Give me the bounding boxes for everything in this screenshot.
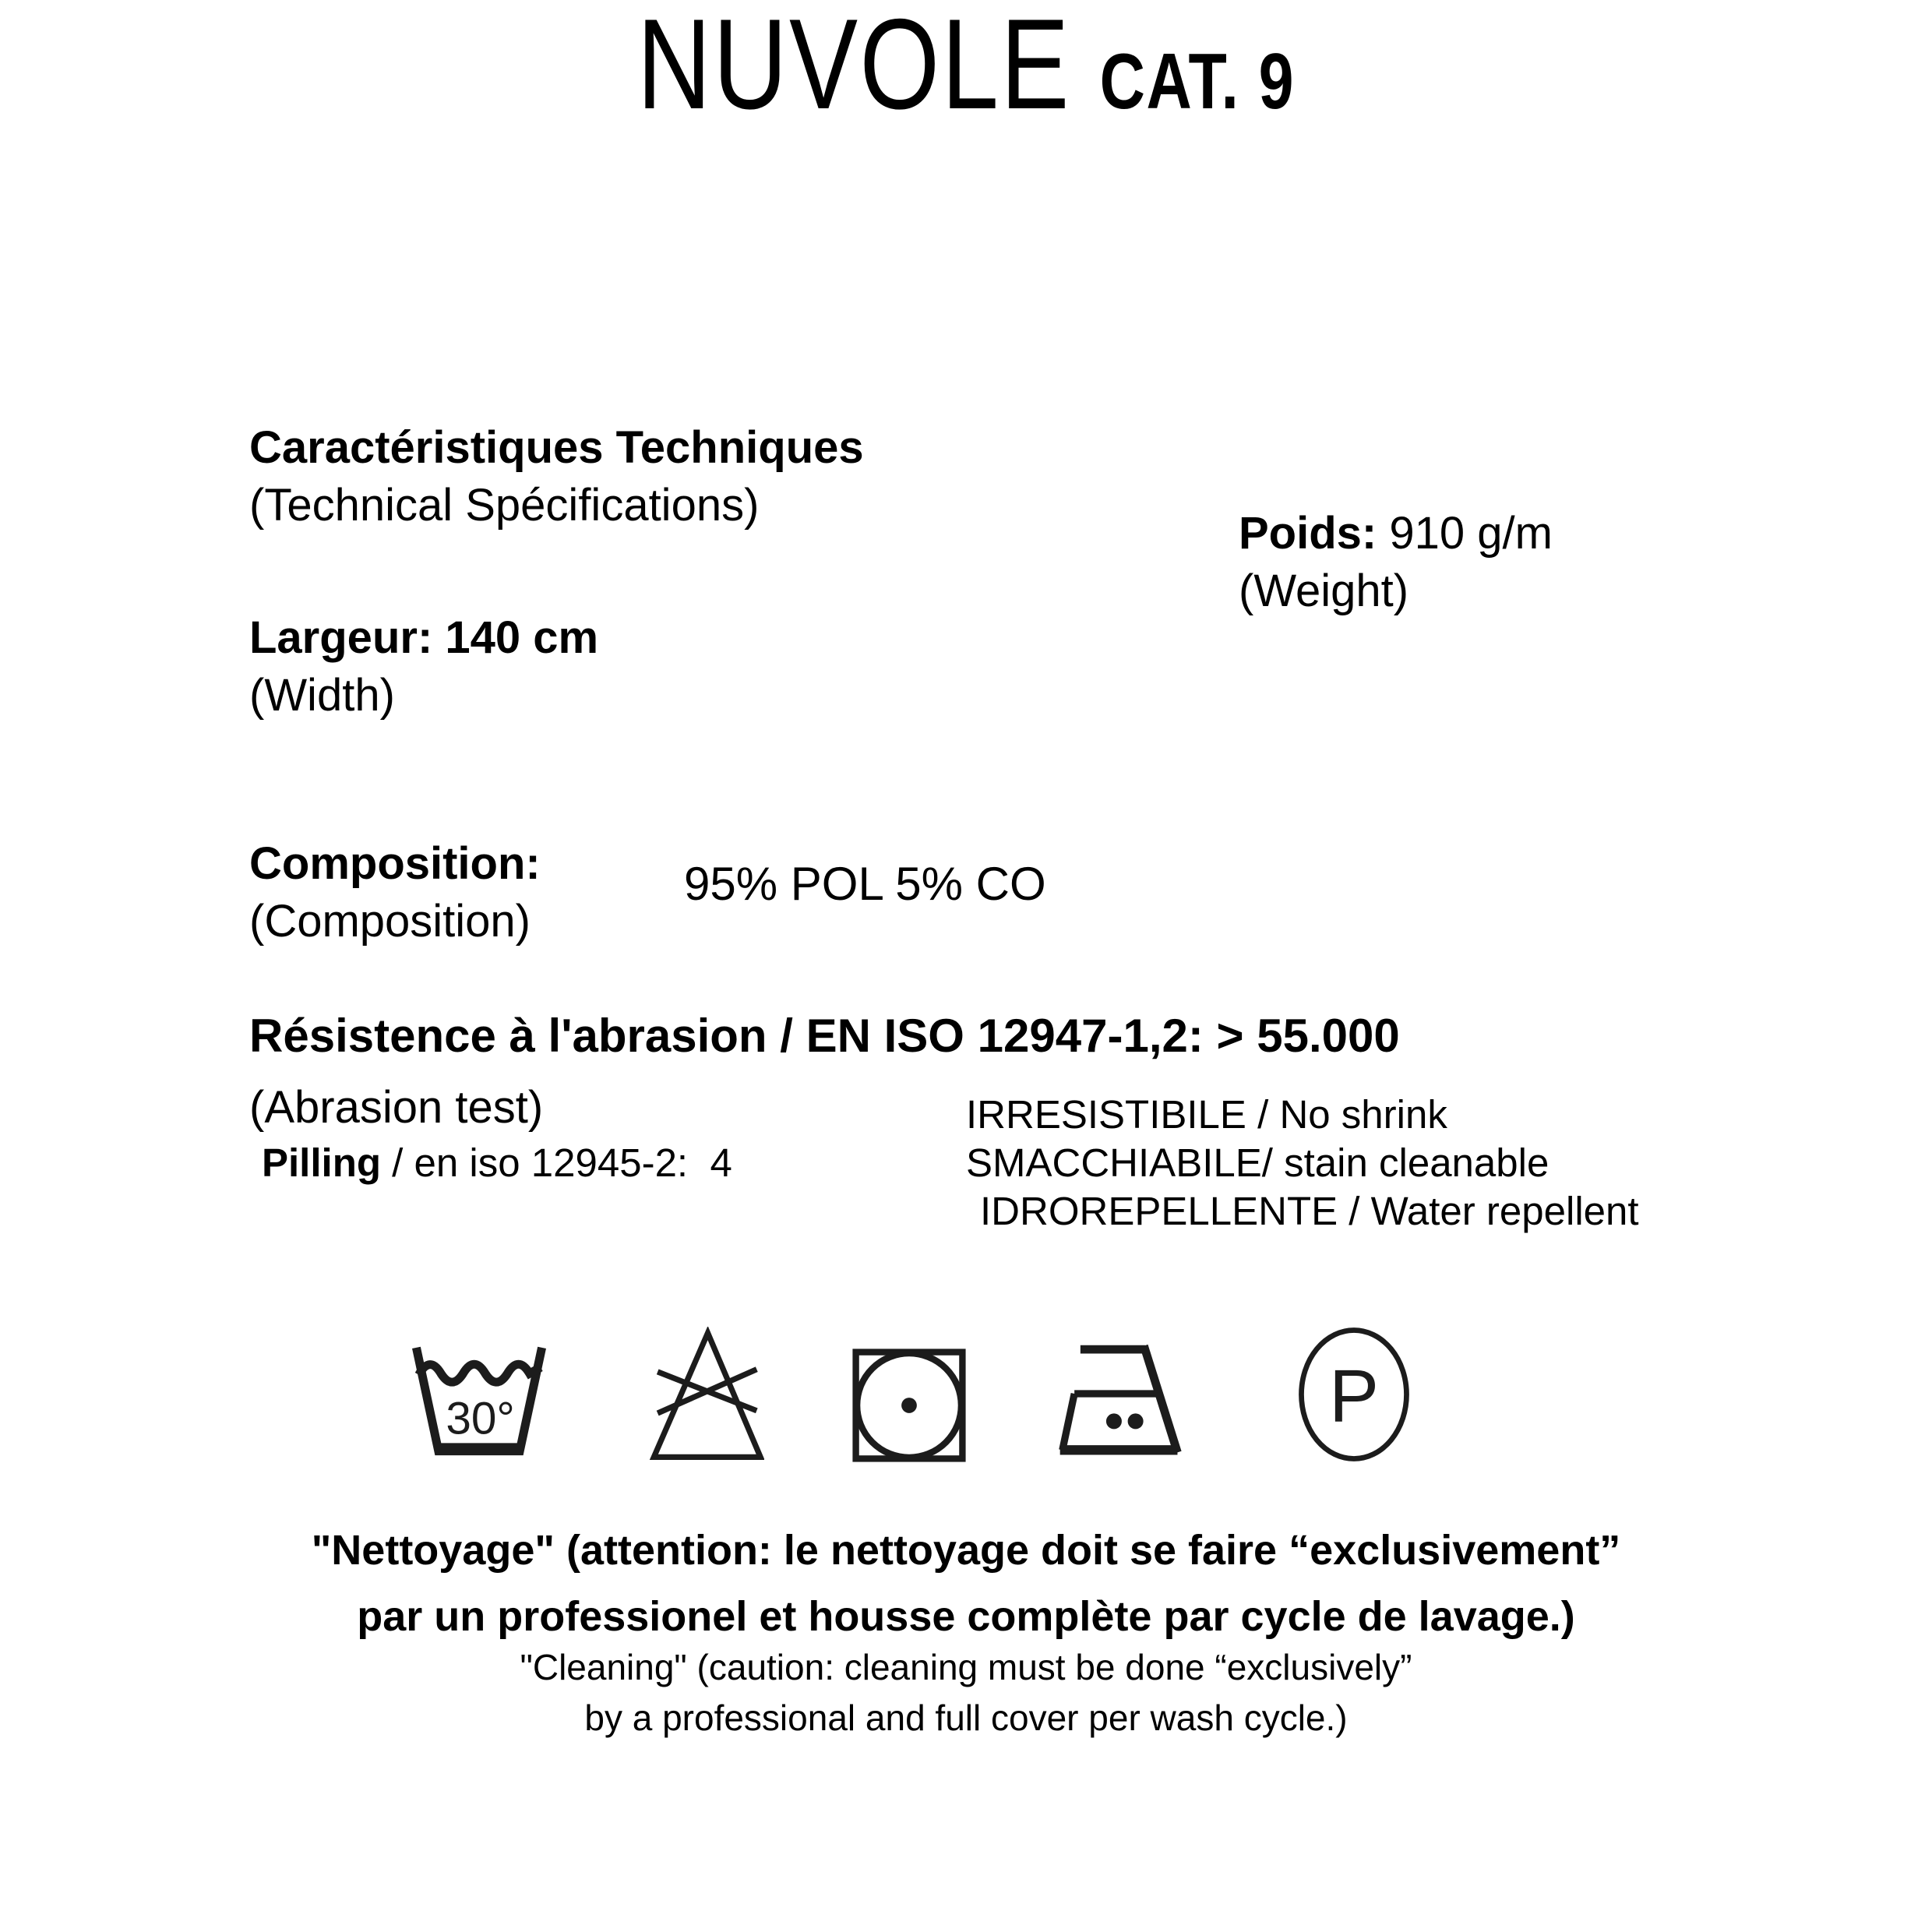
weight-line bbox=[1239, 505, 1553, 562]
cleaning-notice-english-line: "Cleaning" (caution: cleaning must be done “exclusively” bbox=[520, 1647, 1412, 1687]
cleaning-notice-french-line: par un professionel et housse complète par cycle de lavage.) bbox=[357, 1593, 1575, 1640]
width-label: Largeur: 140 cm bbox=[249, 612, 599, 663]
product-name: NUVOLE bbox=[636, 0, 1071, 136]
pilling-detail: / en iso 12945-2: 4 bbox=[381, 1141, 732, 1185]
care-symbols-row bbox=[405, 1320, 1496, 1465]
wash-30-icon bbox=[405, 1341, 553, 1465]
characteristics-block bbox=[249, 419, 864, 534]
width-block bbox=[249, 609, 598, 724]
feature-item: IRRESISTIBILE / No shrink bbox=[966, 1092, 1447, 1137]
feature-item: SMACCHIABILE/ stain cleanable bbox=[966, 1141, 1549, 1185]
abrasion-heading: Résistence à l'abrasion / EN ISO 12947-1,2: > 55.000 bbox=[249, 1010, 1400, 1062]
weight-block bbox=[1239, 505, 1553, 620]
width-subheading: (Width) bbox=[249, 670, 395, 721]
feature-item: IDROREPELLENTE / Water repellent bbox=[980, 1189, 1639, 1233]
composition-label: Composition: bbox=[249, 838, 541, 889]
iron-medium-icon bbox=[1054, 1338, 1210, 1465]
composition-block bbox=[249, 835, 541, 950]
abrasion-subheading: (Abrasion test) bbox=[249, 1082, 544, 1133]
cleaning-notice-french bbox=[23, 1518, 1909, 1650]
characteristics-heading: Caractéristiques Techniques bbox=[249, 422, 864, 473]
characteristics-subheading: (Technical Spécifications) bbox=[249, 480, 760, 531]
pilling-label: Pilling bbox=[262, 1141, 381, 1185]
weight-value: 910 g/m bbox=[1377, 508, 1553, 559]
composition-value: 95% POL 5% CO bbox=[684, 858, 1046, 910]
composition-subheading: (Composition) bbox=[249, 896, 531, 947]
weight-label: Poids: bbox=[1239, 508, 1377, 559]
product-category: CAT. 9 bbox=[1099, 38, 1296, 125]
pilling-line bbox=[262, 1139, 732, 1187]
tumble-dry-low-heat-icon bbox=[850, 1346, 968, 1465]
cleaning-notice-english-line: by a professional and full cover per wash cycle.) bbox=[584, 1698, 1348, 1738]
weight-subheading: (Weight) bbox=[1239, 566, 1409, 616]
wash-temperature-label: 30° bbox=[446, 1393, 515, 1444]
product-title bbox=[0, 0, 1932, 136]
do-not-bleach-icon bbox=[639, 1327, 764, 1465]
dry-clean-letter: P bbox=[1328, 1354, 1380, 1438]
cleaning-notice-english bbox=[0, 1642, 1932, 1743]
cleaning-notice-french-line: "Nettoyage" (attention: le nettoyage doit se faire “exclusivement” bbox=[311, 1527, 1621, 1574]
feature-list bbox=[966, 1091, 1639, 1236]
dry-clean-p-icon bbox=[1296, 1324, 1412, 1465]
